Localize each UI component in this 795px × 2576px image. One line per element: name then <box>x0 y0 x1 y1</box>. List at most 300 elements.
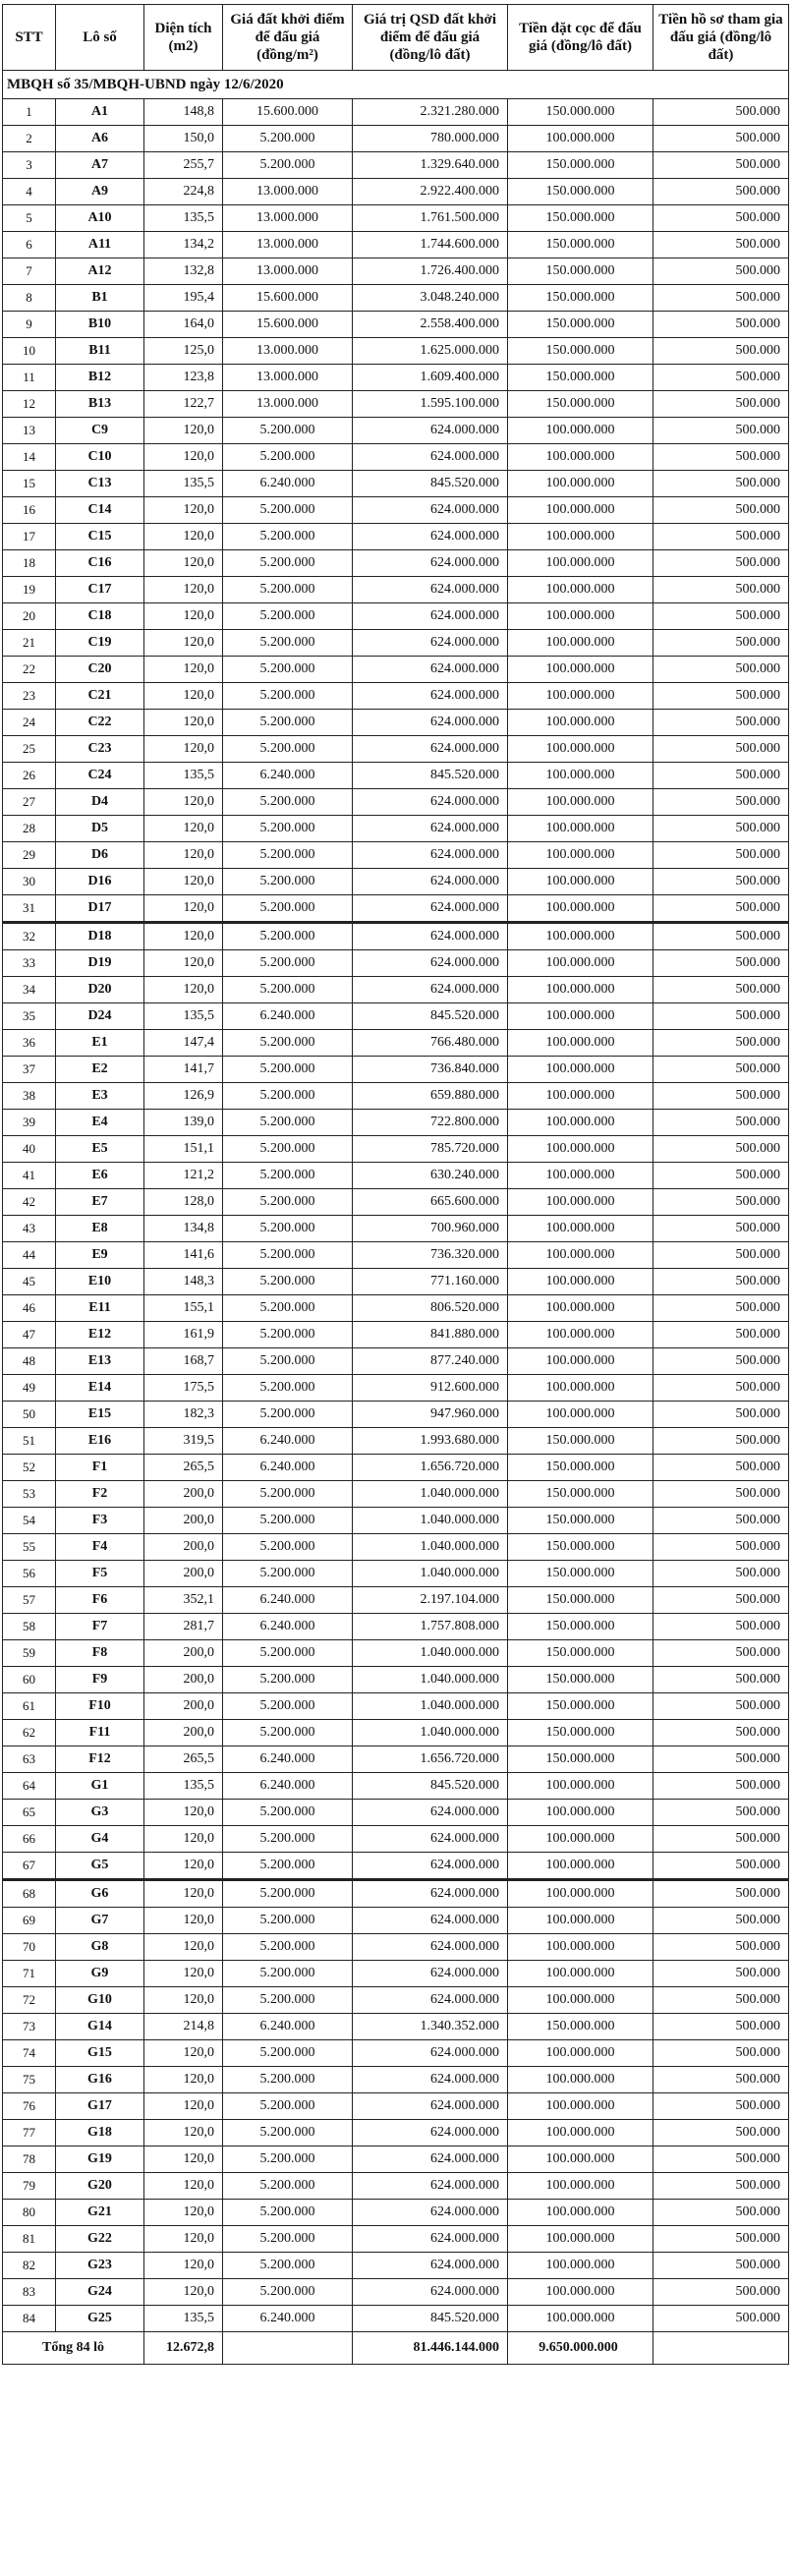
total-fee-empty <box>653 2332 789 2365</box>
cell-area: 135,5 <box>144 1003 223 1030</box>
table-row <box>3 603 789 630</box>
table-row <box>3 1455 789 1481</box>
table-row <box>3 1534 789 1561</box>
cell-fee: 500.000 <box>653 2279 789 2306</box>
table-row <box>3 1880 789 1908</box>
cell-stt: 27 <box>3 789 56 816</box>
cell-deposit: 100.000.000 <box>508 842 653 869</box>
cell-lot: E8 <box>56 1216 144 1242</box>
cell-unit-price: 5.200.000 <box>223 1987 353 2014</box>
cell-unit-price: 5.200.000 <box>223 1853 353 1880</box>
cell-stt: 49 <box>3 1375 56 1402</box>
table-row <box>3 1216 789 1242</box>
cell-unit-price: 5.200.000 <box>223 1136 353 1163</box>
cell-stt: 60 <box>3 1667 56 1693</box>
cell-deposit: 100.000.000 <box>508 2147 653 2173</box>
cell-deposit: 150.000.000 <box>508 1587 653 1614</box>
cell-fee: 500.000 <box>653 444 789 471</box>
cell-fee: 500.000 <box>653 1908 789 1934</box>
cell-area: 224,8 <box>144 179 223 205</box>
cell-unit-price: 6.240.000 <box>223 1587 353 1614</box>
cell-deposit: 100.000.000 <box>508 1163 653 1189</box>
cell-deposit: 100.000.000 <box>508 2226 653 2253</box>
cell-stt: 11 <box>3 365 56 391</box>
table-row <box>3 2279 789 2306</box>
cell-stt: 38 <box>3 1083 56 1110</box>
cell-deposit: 100.000.000 <box>508 1269 653 1295</box>
cell-stt: 41 <box>3 1163 56 1189</box>
table-row <box>3 179 789 205</box>
cell-unit-price: 5.200.000 <box>223 1561 353 1587</box>
cell-area: 161,9 <box>144 1322 223 1348</box>
cell-area: 121,2 <box>144 1163 223 1189</box>
cell-unit-price: 6.240.000 <box>223 1746 353 1773</box>
cell-area: 120,0 <box>144 977 223 1003</box>
cell-unit-price: 5.200.000 <box>223 1508 353 1534</box>
table-row <box>3 338 789 365</box>
table-row <box>3 1189 789 1216</box>
cell-stt: 15 <box>3 471 56 497</box>
cell-fee: 500.000 <box>653 1110 789 1136</box>
cell-area: 120,0 <box>144 1853 223 1880</box>
cell-value: 845.520.000 <box>353 763 508 789</box>
cell-stt: 34 <box>3 977 56 1003</box>
cell-lot: G24 <box>56 2279 144 2306</box>
table-row <box>3 1853 789 1880</box>
cell-unit-price: 5.200.000 <box>223 2120 353 2147</box>
cell-deposit: 100.000.000 <box>508 1773 653 1800</box>
cell-lot: A9 <box>56 179 144 205</box>
cell-stt: 73 <box>3 2014 56 2040</box>
cell-stt: 37 <box>3 1057 56 1083</box>
cell-deposit: 150.000.000 <box>508 1640 653 1667</box>
cell-fee: 500.000 <box>653 2040 789 2067</box>
table-row <box>3 497 789 524</box>
cell-area: 120,0 <box>144 418 223 444</box>
table-row <box>3 1295 789 1322</box>
cell-stt: 2 <box>3 126 56 152</box>
cell-value: 1.329.640.000 <box>353 152 508 179</box>
cell-value: 1.040.000.000 <box>353 1561 508 1587</box>
cell-deposit: 100.000.000 <box>508 657 653 683</box>
cell-area: 195,4 <box>144 285 223 312</box>
cell-fee: 500.000 <box>653 2093 789 2120</box>
cell-lot: G15 <box>56 2040 144 2067</box>
cell-unit-price: 5.200.000 <box>223 1348 353 1375</box>
cell-unit-price: 5.200.000 <box>223 2173 353 2200</box>
header-deposit: Tiền đặt cọc để đấu giá (đồng/lô đất) <box>508 5 653 71</box>
cell-area: 120,0 <box>144 444 223 471</box>
cell-stt: 17 <box>3 524 56 550</box>
cell-stt: 32 <box>3 923 56 950</box>
cell-unit-price: 5.200.000 <box>223 1908 353 1934</box>
table-row <box>3 2200 789 2226</box>
cell-stt: 76 <box>3 2093 56 2120</box>
cell-fee: 500.000 <box>653 603 789 630</box>
cell-fee: 500.000 <box>653 285 789 312</box>
cell-unit-price: 15.600.000 <box>223 99 353 126</box>
cell-area: 120,0 <box>144 1987 223 2014</box>
cell-lot: A10 <box>56 205 144 232</box>
cell-deposit: 100.000.000 <box>508 1189 653 1216</box>
group-row <box>3 71 789 99</box>
cell-deposit: 150.000.000 <box>508 2014 653 2040</box>
cell-fee: 500.000 <box>653 1455 789 1481</box>
cell-stt: 40 <box>3 1136 56 1163</box>
cell-fee: 500.000 <box>653 2306 789 2332</box>
table-row <box>3 1720 789 1746</box>
table-row <box>3 1428 789 1455</box>
cell-value: 624.000.000 <box>353 683 508 710</box>
cell-stt: 14 <box>3 444 56 471</box>
cell-unit-price: 13.000.000 <box>223 258 353 285</box>
cell-deposit: 150.000.000 <box>508 1508 653 1534</box>
cell-lot: E12 <box>56 1322 144 1348</box>
cell-stt: 62 <box>3 1720 56 1746</box>
table-row <box>3 524 789 550</box>
total-label: Tổng 84 lô <box>3 2332 144 2365</box>
cell-lot: F9 <box>56 1667 144 1693</box>
cell-stt: 43 <box>3 1216 56 1242</box>
cell-lot: G8 <box>56 1934 144 1961</box>
cell-area: 120,0 <box>144 1934 223 1961</box>
cell-value: 841.880.000 <box>353 1322 508 1348</box>
cell-value: 806.520.000 <box>353 1295 508 1322</box>
cell-unit-price: 6.240.000 <box>223 1614 353 1640</box>
cell-fee: 500.000 <box>653 179 789 205</box>
cell-lot: F12 <box>56 1746 144 1773</box>
cell-area: 120,0 <box>144 577 223 603</box>
cell-deposit: 100.000.000 <box>508 471 653 497</box>
cell-lot: B10 <box>56 312 144 338</box>
cell-stt: 36 <box>3 1030 56 1057</box>
cell-fee: 500.000 <box>653 550 789 577</box>
cell-stt: 45 <box>3 1269 56 1295</box>
cell-value: 624.000.000 <box>353 524 508 550</box>
table-row <box>3 763 789 789</box>
cell-stt: 72 <box>3 1987 56 2014</box>
header-value: Giá trị QSD đất khởi điểm để đấu giá (đồng/lô đất) <box>353 5 508 71</box>
cell-lot: G4 <box>56 1826 144 1853</box>
table-row <box>3 630 789 657</box>
cell-stt: 50 <box>3 1402 56 1428</box>
cell-deposit: 100.000.000 <box>508 1375 653 1402</box>
cell-unit-price: 5.200.000 <box>223 1534 353 1561</box>
cell-fee: 500.000 <box>653 1987 789 2014</box>
cell-area: 255,7 <box>144 152 223 179</box>
cell-lot: D20 <box>56 977 144 1003</box>
cell-unit-price: 5.200.000 <box>223 1163 353 1189</box>
cell-deposit: 150.000.000 <box>508 99 653 126</box>
cell-lot: G14 <box>56 2014 144 2040</box>
table-row <box>3 577 789 603</box>
cell-stt: 64 <box>3 1773 56 1800</box>
table-row <box>3 1083 789 1110</box>
cell-area: 120,0 <box>144 1826 223 1853</box>
cell-area: 147,4 <box>144 1030 223 1057</box>
cell-unit-price: 6.240.000 <box>223 1003 353 1030</box>
table-row <box>3 1961 789 1987</box>
cell-stt: 25 <box>3 736 56 763</box>
cell-area: 155,1 <box>144 1295 223 1322</box>
cell-area: 214,8 <box>144 2014 223 2040</box>
cell-value: 845.520.000 <box>353 471 508 497</box>
table-row <box>3 1826 789 1853</box>
cell-stt: 31 <box>3 895 56 923</box>
cell-deposit: 150.000.000 <box>508 1455 653 1481</box>
cell-unit-price: 5.200.000 <box>223 152 353 179</box>
cell-unit-price: 5.200.000 <box>223 2200 353 2226</box>
cell-stt: 68 <box>3 1880 56 1908</box>
cell-area: 120,0 <box>144 1908 223 1934</box>
cell-deposit: 100.000.000 <box>508 1800 653 1826</box>
cell-unit-price: 5.200.000 <box>223 1693 353 1720</box>
cell-fee: 500.000 <box>653 524 789 550</box>
cell-deposit: 100.000.000 <box>508 524 653 550</box>
cell-area: 120,0 <box>144 923 223 950</box>
cell-unit-price: 5.200.000 <box>223 497 353 524</box>
cell-lot: G20 <box>56 2173 144 2200</box>
cell-fee: 500.000 <box>653 1934 789 1961</box>
header-fee: Tiền hồ sơ tham gia đấu giá (đồng/lô đất) <box>653 5 789 71</box>
table-row <box>3 923 789 950</box>
cell-value: 624.000.000 <box>353 2147 508 2173</box>
cell-value: 1.656.720.000 <box>353 1455 508 1481</box>
cell-unit-price: 5.200.000 <box>223 789 353 816</box>
cell-unit-price: 5.200.000 <box>223 1481 353 1508</box>
table-row <box>3 391 789 418</box>
cell-value: 624.000.000 <box>353 950 508 977</box>
cell-fee: 500.000 <box>653 683 789 710</box>
cell-lot: E1 <box>56 1030 144 1057</box>
cell-lot: G1 <box>56 1773 144 1800</box>
cell-deposit: 100.000.000 <box>508 2040 653 2067</box>
cell-lot: B13 <box>56 391 144 418</box>
cell-unit-price: 13.000.000 <box>223 338 353 365</box>
cell-lot: G3 <box>56 1800 144 1826</box>
cell-stt: 74 <box>3 2040 56 2067</box>
cell-unit-price: 5.200.000 <box>223 977 353 1003</box>
cell-unit-price: 5.200.000 <box>223 630 353 657</box>
cell-lot: E11 <box>56 1295 144 1322</box>
cell-area: 120,0 <box>144 842 223 869</box>
cell-area: 175,5 <box>144 1375 223 1402</box>
table-row <box>3 99 789 126</box>
cell-fee: 500.000 <box>653 1720 789 1746</box>
cell-deposit: 150.000.000 <box>508 1667 653 1693</box>
cell-area: 151,1 <box>144 1136 223 1163</box>
table-row <box>3 2173 789 2200</box>
cell-area: 200,0 <box>144 1693 223 1720</box>
table-row <box>3 1561 789 1587</box>
cell-stt: 78 <box>3 2147 56 2173</box>
cell-fee: 500.000 <box>653 1561 789 1587</box>
cell-fee: 500.000 <box>653 1216 789 1242</box>
cell-unit-price: 5.200.000 <box>223 1057 353 1083</box>
cell-area: 128,0 <box>144 1189 223 1216</box>
cell-area: 120,0 <box>144 2147 223 2173</box>
table-row <box>3 1587 789 1614</box>
cell-lot: D16 <box>56 869 144 895</box>
cell-fee: 500.000 <box>653 1773 789 1800</box>
cell-unit-price: 5.200.000 <box>223 444 353 471</box>
cell-fee: 500.000 <box>653 312 789 338</box>
cell-value: 780.000.000 <box>353 126 508 152</box>
cell-unit-price: 5.200.000 <box>223 418 353 444</box>
cell-stt: 80 <box>3 2200 56 2226</box>
cell-unit-price: 5.200.000 <box>223 2040 353 2067</box>
cell-stt: 46 <box>3 1295 56 1322</box>
cell-value: 624.000.000 <box>353 923 508 950</box>
cell-lot: F6 <box>56 1587 144 1614</box>
cell-lot: F1 <box>56 1455 144 1481</box>
cell-unit-price: 15.600.000 <box>223 312 353 338</box>
cell-lot: B12 <box>56 365 144 391</box>
table-row <box>3 1375 789 1402</box>
cell-deposit: 100.000.000 <box>508 1961 653 1987</box>
table-row <box>3 1773 789 1800</box>
cell-value: 624.000.000 <box>353 550 508 577</box>
table-row <box>3 869 789 895</box>
cell-deposit: 100.000.000 <box>508 497 653 524</box>
cell-area: 120,0 <box>144 497 223 524</box>
cell-deposit: 100.000.000 <box>508 1083 653 1110</box>
cell-unit-price: 13.000.000 <box>223 205 353 232</box>
cell-stt: 24 <box>3 710 56 736</box>
cell-area: 126,9 <box>144 1083 223 1110</box>
cell-area: 120,0 <box>144 950 223 977</box>
cell-unit-price: 5.200.000 <box>223 710 353 736</box>
cell-value: 624.000.000 <box>353 710 508 736</box>
cell-value: 845.520.000 <box>353 2306 508 2332</box>
cell-lot: E16 <box>56 1428 144 1455</box>
cell-unit-price: 5.200.000 <box>223 2253 353 2279</box>
cell-area: 281,7 <box>144 1614 223 1640</box>
cell-value: 736.320.000 <box>353 1242 508 1269</box>
cell-stt: 44 <box>3 1242 56 1269</box>
cell-deposit: 100.000.000 <box>508 763 653 789</box>
cell-lot: E9 <box>56 1242 144 1269</box>
cell-value: 1.340.352.000 <box>353 2014 508 2040</box>
cell-unit-price: 6.240.000 <box>223 471 353 497</box>
table-row <box>3 1136 789 1163</box>
cell-stt: 71 <box>3 1961 56 1987</box>
table-row <box>3 977 789 1003</box>
cell-stt: 47 <box>3 1322 56 1348</box>
cell-area: 120,0 <box>144 816 223 842</box>
cell-deposit: 100.000.000 <box>508 444 653 471</box>
cell-stt: 57 <box>3 1587 56 1614</box>
cell-lot: A1 <box>56 99 144 126</box>
cell-stt: 16 <box>3 497 56 524</box>
header-stt: STT <box>3 5 56 71</box>
cell-unit-price: 5.200.000 <box>223 1295 353 1322</box>
cell-value: 624.000.000 <box>353 418 508 444</box>
cell-deposit: 100.000.000 <box>508 1030 653 1057</box>
cell-lot: G16 <box>56 2067 144 2093</box>
header-lot: Lô số <box>56 5 144 71</box>
total-deposit: 9.650.000.000 <box>508 2332 653 2365</box>
cell-fee: 500.000 <box>653 1428 789 1455</box>
cell-area: 120,0 <box>144 2279 223 2306</box>
cell-unit-price: 13.000.000 <box>223 232 353 258</box>
cell-value: 624.000.000 <box>353 2120 508 2147</box>
cell-area: 120,0 <box>144 603 223 630</box>
cell-deposit: 100.000.000 <box>508 895 653 923</box>
cell-lot: D17 <box>56 895 144 923</box>
cell-fee: 500.000 <box>653 99 789 126</box>
cell-fee: 500.000 <box>653 2120 789 2147</box>
table-row <box>3 418 789 444</box>
table-row <box>3 258 789 285</box>
cell-value: 624.000.000 <box>353 497 508 524</box>
cell-unit-price: 5.200.000 <box>223 1216 353 1242</box>
cell-value: 947.960.000 <box>353 1402 508 1428</box>
cell-stt: 82 <box>3 2253 56 2279</box>
cell-unit-price: 5.200.000 <box>223 1667 353 1693</box>
cell-area: 120,0 <box>144 710 223 736</box>
cell-area: 164,0 <box>144 312 223 338</box>
cell-area: 123,8 <box>144 365 223 391</box>
cell-fee: 500.000 <box>653 1746 789 1773</box>
table-row <box>3 1746 789 1773</box>
table-row <box>3 550 789 577</box>
cell-fee: 500.000 <box>653 842 789 869</box>
cell-fee: 500.000 <box>653 577 789 603</box>
cell-deposit: 100.000.000 <box>508 1826 653 1853</box>
table-row <box>3 205 789 232</box>
cell-value: 630.240.000 <box>353 1163 508 1189</box>
cell-lot: A11 <box>56 232 144 258</box>
cell-unit-price: 5.200.000 <box>223 603 353 630</box>
cell-stt: 7 <box>3 258 56 285</box>
cell-deposit: 150.000.000 <box>508 365 653 391</box>
cell-deposit: 150.000.000 <box>508 152 653 179</box>
cell-lot: F3 <box>56 1508 144 1534</box>
cell-lot: E3 <box>56 1083 144 1110</box>
cell-stt: 66 <box>3 1826 56 1853</box>
cell-stt: 67 <box>3 1853 56 1880</box>
cell-stt: 10 <box>3 338 56 365</box>
cell-stt: 29 <box>3 842 56 869</box>
cell-unit-price: 5.200.000 <box>223 2067 353 2093</box>
cell-unit-price: 5.200.000 <box>223 1961 353 1987</box>
cell-area: 135,5 <box>144 2306 223 2332</box>
cell-stt: 55 <box>3 1534 56 1561</box>
cell-fee: 500.000 <box>653 1030 789 1057</box>
group-title: MBQH số 35/MBQH-UBND ngày 12/6/2020 <box>3 71 789 99</box>
cell-lot: A12 <box>56 258 144 285</box>
total-area: 12.672,8 <box>144 2332 223 2365</box>
table-row <box>3 1667 789 1693</box>
cell-unit-price: 5.200.000 <box>223 657 353 683</box>
table-row <box>3 365 789 391</box>
cell-lot: A6 <box>56 126 144 152</box>
cell-deposit: 100.000.000 <box>508 126 653 152</box>
cell-lot: E15 <box>56 1402 144 1428</box>
table-row <box>3 1693 789 1720</box>
cell-fee: 500.000 <box>653 1295 789 1322</box>
cell-area: 120,0 <box>144 2067 223 2093</box>
cell-unit-price: 6.240.000 <box>223 2306 353 2332</box>
cell-unit-price: 5.200.000 <box>223 950 353 977</box>
cell-area: 120,0 <box>144 630 223 657</box>
cell-unit-price: 5.200.000 <box>223 1402 353 1428</box>
cell-value: 1.993.680.000 <box>353 1428 508 1455</box>
cell-fee: 500.000 <box>653 977 789 1003</box>
cell-area: 148,8 <box>144 99 223 126</box>
cell-stt: 26 <box>3 763 56 789</box>
